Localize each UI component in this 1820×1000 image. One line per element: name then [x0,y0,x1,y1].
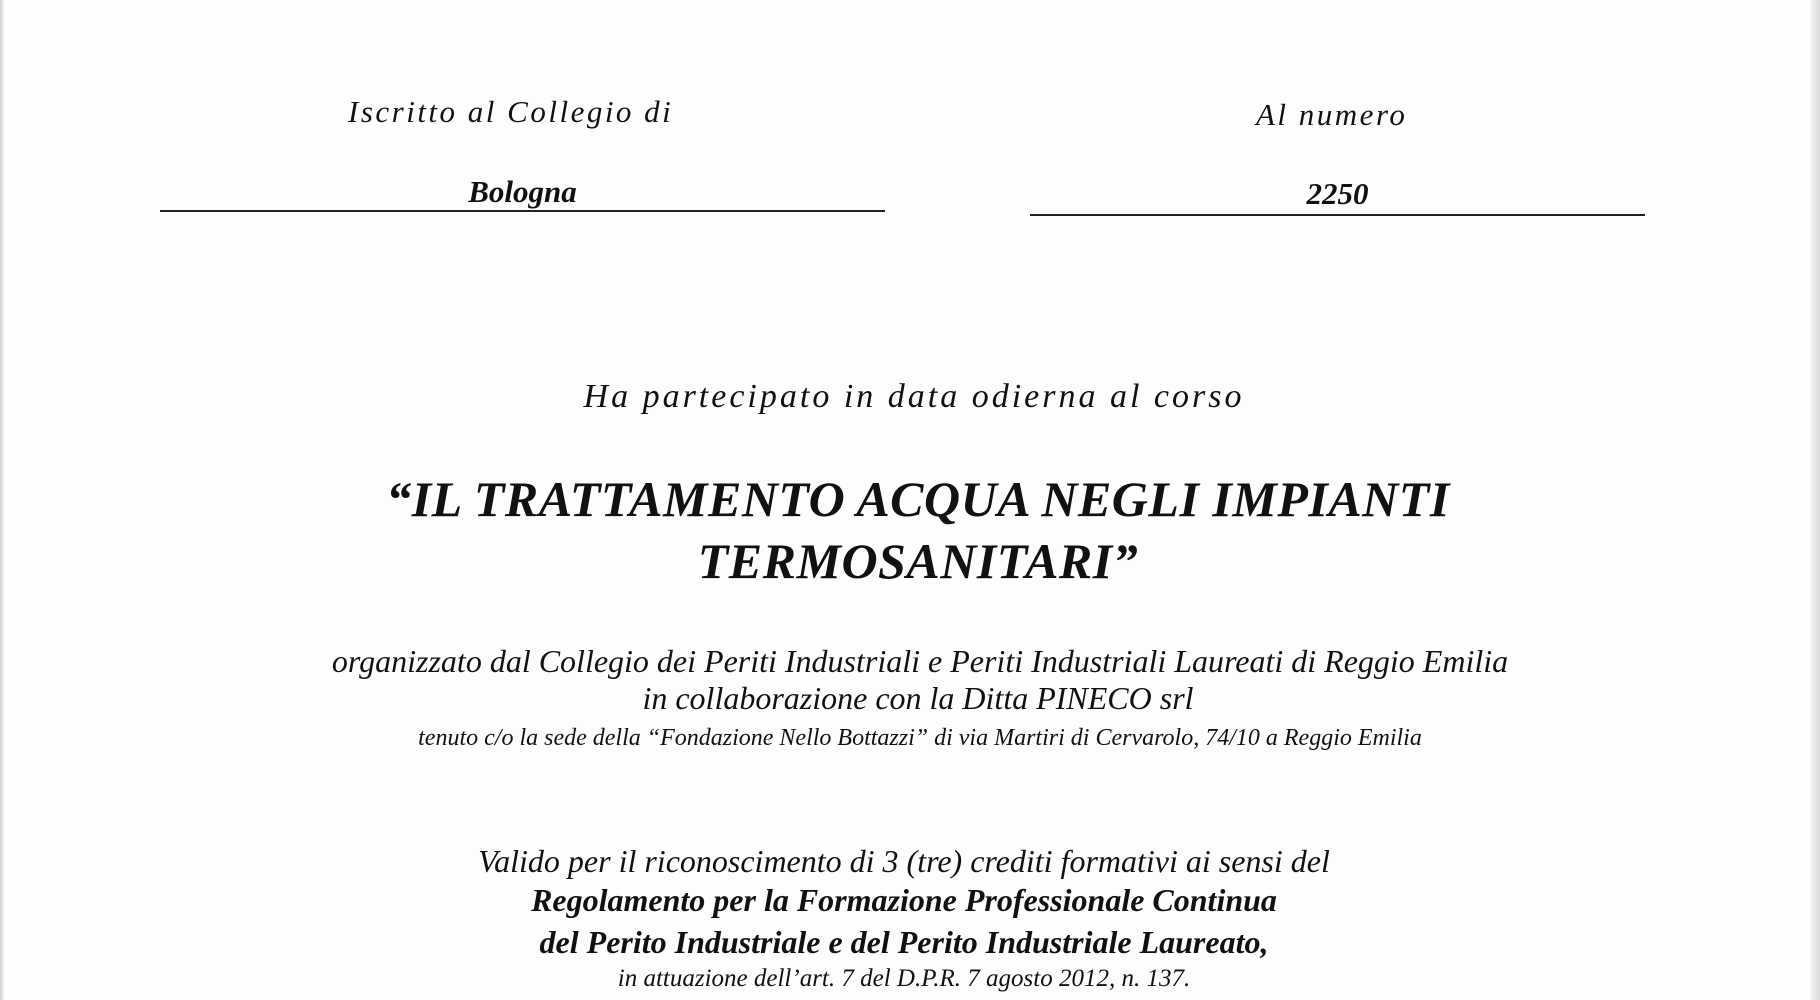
course-intro: Ha partecipato in data odierna al corso [583,378,1245,415]
college-underline [160,210,885,212]
decree-reference-line: in attuazione dell’art. 7 del D.P.R. 7 agosto 2012, n. 137. [617,965,1191,992]
number-label: Al numero [1256,97,1408,132]
credits-line: Valido per il riconoscimento di 3 (tre) crediti formativi ai sensi del [478,843,1330,879]
course-title-line-1: “IL TRATTAMENTO ACQUA NEGLI IMPIANTI [386,471,1450,527]
course-title-line-2: TERMOSANITARI” [697,533,1139,589]
college-value: Bologna [468,174,577,209]
regulation-line-2: del Perito Industriale e del Perito Industriale Laureato, [539,924,1269,960]
college-label: Iscritto al Collegio di [348,94,674,129]
number-value: 2250 [1306,176,1369,211]
venue-line: tenuto c/o la sede della “Fondazione Nello Bottazzi” di via Martiri di Cervarolo, 74/10 a Reggio Emilia [418,725,1422,751]
scan-edge-left [0,0,4,1000]
organizer-line: organizzato dal Collegio dei Periti Industriali e Periti Industriali Laureati di Reggio Emilia [331,643,1509,679]
scan-edge-right [1810,0,1820,1000]
regulation-line-1: Regolamento per la Formazione Professionale Continua [531,882,1277,918]
collaboration-line: in collaborazione con la Ditta PINECO srl [642,680,1194,716]
number-underline [1030,214,1645,216]
